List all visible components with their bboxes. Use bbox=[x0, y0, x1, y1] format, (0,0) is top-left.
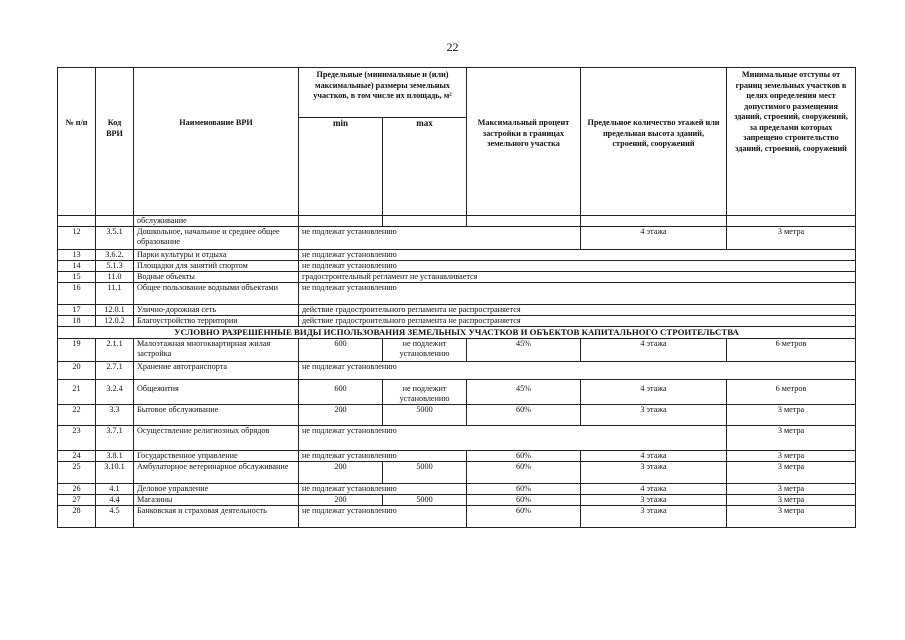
row-min: 200 bbox=[299, 462, 383, 484]
row-num: 20 bbox=[58, 362, 96, 380]
row-name: Магазины bbox=[134, 495, 299, 506]
row-num: 18 bbox=[58, 316, 96, 327]
row-min: 200 bbox=[299, 495, 383, 506]
row-note: не подлежат установлению bbox=[299, 426, 727, 451]
table-row bbox=[58, 339, 856, 362]
row-code: 2.1.1 bbox=[96, 339, 134, 362]
row-num: 12 bbox=[58, 227, 96, 250]
row-num: 23 bbox=[58, 426, 96, 451]
row-min: 600 bbox=[299, 380, 383, 405]
row-floors: 3 этажа bbox=[581, 405, 727, 426]
row-name: Общежития bbox=[134, 380, 299, 405]
row-name: Бытовое обслуживание bbox=[134, 405, 299, 426]
table-row bbox=[58, 451, 856, 462]
table-row bbox=[58, 462, 856, 484]
row-setback: 6 метров bbox=[727, 380, 856, 405]
row-name: Хранение автотранспорта bbox=[134, 362, 299, 380]
row-code: 3.3 bbox=[96, 405, 134, 426]
header-min: min bbox=[299, 118, 383, 216]
row-setback: 3 метра bbox=[727, 506, 856, 528]
table-row bbox=[58, 484, 856, 495]
row-num: 16 bbox=[58, 283, 96, 305]
row-code: 3.10.1 bbox=[96, 462, 134, 484]
regulations-table bbox=[57, 67, 856, 528]
row-floors: 4 этажа bbox=[581, 451, 727, 462]
row-floors: 3 этажа bbox=[581, 495, 727, 506]
row-percent: 60% bbox=[467, 495, 581, 506]
row-num: 24 bbox=[58, 451, 96, 462]
row-name: Благоустройство территории bbox=[134, 316, 299, 327]
table-row bbox=[58, 316, 856, 327]
row-percent: 60% bbox=[467, 405, 581, 426]
row-note: не подлежат установлению bbox=[299, 261, 856, 272]
row-name: Деловое управление bbox=[134, 484, 299, 495]
row-code: 3.6.2. bbox=[96, 250, 134, 261]
row-code: 12.0.2 bbox=[96, 316, 134, 327]
table-header bbox=[58, 68, 856, 216]
header-floors: Предельное количество этажей или предельная высота зданий, строений, сооружений bbox=[581, 68, 727, 216]
row-floors: 4 этажа bbox=[581, 484, 727, 495]
row-num: 27 bbox=[58, 495, 96, 506]
row-percent: 45% bbox=[467, 380, 581, 405]
row-setback: 3 метра bbox=[727, 227, 856, 250]
row-num: 22 bbox=[58, 405, 96, 426]
row-num: 15 bbox=[58, 272, 96, 283]
row-code: 12.0.1 bbox=[96, 305, 134, 316]
row-num: 19 bbox=[58, 339, 96, 362]
table-row bbox=[58, 250, 856, 261]
row-note: градостроительный регламент не устанавливается bbox=[299, 272, 856, 283]
row-percent: 60% bbox=[467, 506, 581, 528]
header-code: Код ВРИ bbox=[96, 68, 134, 216]
table-row bbox=[58, 283, 856, 305]
row-max: не подлежит установлению bbox=[383, 380, 467, 405]
table-row bbox=[58, 227, 856, 250]
row-min: 200 bbox=[299, 405, 383, 426]
row-note: действие градостроительного регламента не распространяется bbox=[299, 305, 856, 316]
row-num: 17 bbox=[58, 305, 96, 316]
section-title: УСЛОВНО РАЗРЕШЕННЫЕ ВИДЫ ИСПОЛЬЗОВАНИЯ ЗЕМЕЛЬНЫХ УЧАСТКОВ И ОБЪЕКТОВ КАПИТАЛЬНОГО СТРОИТЕЛЬСТВА bbox=[58, 327, 856, 339]
row-note: не подлежат установлению bbox=[299, 484, 467, 495]
table-row bbox=[58, 272, 856, 283]
row-floors: 4 этажа bbox=[581, 339, 727, 362]
row-setback: 3 метра bbox=[727, 495, 856, 506]
row-num: 21 bbox=[58, 380, 96, 405]
row-floors: 4 этажа bbox=[581, 227, 727, 250]
row-note: не подлежат установлению bbox=[299, 227, 581, 250]
row-note: не подлежат установлению bbox=[299, 283, 856, 305]
row-code: 3.7.1 bbox=[96, 426, 134, 451]
row-code: 3.5.1 bbox=[96, 227, 134, 250]
table-row bbox=[58, 305, 856, 316]
row-max: 5000 bbox=[383, 495, 467, 506]
row-note: действие градостроительного регламента не распространяется bbox=[299, 316, 856, 327]
row-name: Парки культуры и отдыха bbox=[134, 250, 299, 261]
row-setback: 3 метра bbox=[727, 426, 856, 451]
header-max-percent: Максимальный процент застройки в границах земельного участка bbox=[467, 68, 581, 216]
section-heading-row bbox=[58, 327, 856, 339]
row-code: 5.1.3 bbox=[96, 261, 134, 272]
row-note: не подлежат установлению bbox=[299, 506, 467, 528]
row-code: 11.1 bbox=[96, 283, 134, 305]
header-name: Наименование ВРИ bbox=[134, 68, 299, 216]
row-floors: 3 этажа bbox=[581, 462, 727, 484]
row-setback: 3 метра bbox=[727, 451, 856, 462]
row-max: не подлежит установлению bbox=[383, 339, 467, 362]
table-row bbox=[58, 380, 856, 405]
row-name: Улично-дорожная сеть bbox=[134, 305, 299, 316]
row-name: обслуживание bbox=[134, 216, 299, 227]
row-code: 3.8.1 bbox=[96, 451, 134, 462]
table-row bbox=[58, 261, 856, 272]
header-num: № п/п bbox=[58, 68, 96, 216]
header-max: max bbox=[383, 118, 467, 216]
row-num: 26 bbox=[58, 484, 96, 495]
row-num: 28 bbox=[58, 506, 96, 528]
row-note: не подлежат установлению bbox=[299, 451, 467, 462]
row-floors: 3 этажа bbox=[581, 506, 727, 528]
row-note: не подлежат установлению bbox=[299, 250, 856, 261]
page-number: 22 bbox=[446, 40, 459, 54]
header-setbacks: Минимальные отступы от границ земельных участков в целях определения мест допустимого размещения зданий, строений, сооружений, за пределами которых запрещено строительство зданий, строений, сооружений bbox=[727, 68, 856, 216]
row-name: Осуществление религиозных обрядов bbox=[134, 426, 299, 451]
row-code: 4.5 bbox=[96, 506, 134, 528]
row-setback: 3 метра bbox=[727, 462, 856, 484]
row-setback: 3 метра bbox=[727, 405, 856, 426]
row-code: 3.2.4 bbox=[96, 380, 134, 405]
row-name: Водные объекты bbox=[134, 272, 299, 283]
row-num: 14 bbox=[58, 261, 96, 272]
row-max: 5000 bbox=[383, 462, 467, 484]
table-row bbox=[58, 426, 856, 451]
row-code: 4.1 bbox=[96, 484, 134, 495]
row-name: Площадки для занятий спортом bbox=[134, 261, 299, 272]
table-row bbox=[58, 405, 856, 426]
row-code: 4.4 bbox=[96, 495, 134, 506]
table-row bbox=[58, 362, 856, 380]
row-name: Общее пользование водными объектами bbox=[134, 283, 299, 305]
row-setback: 3 метра bbox=[727, 484, 856, 495]
row-num: 13 bbox=[58, 250, 96, 261]
row-setback: 6 метров bbox=[727, 339, 856, 362]
row-num: 25 bbox=[58, 462, 96, 484]
row-name: Дошкольное, начальное и среднее общее образование bbox=[134, 227, 299, 250]
row-percent: 60% bbox=[467, 484, 581, 495]
row-max: 5000 bbox=[383, 405, 467, 426]
table-row bbox=[58, 495, 856, 506]
row-code: 11.0 bbox=[96, 272, 134, 283]
row-name: Амбулаторное ветеринарное обслуживание bbox=[134, 462, 299, 484]
header-size-limits: Предельные (минимальные и (или) максимальные) размеры земельных участков, в том числе их площадь, м² bbox=[299, 68, 467, 118]
table-row bbox=[58, 216, 856, 227]
table-row bbox=[58, 506, 856, 528]
row-percent: 60% bbox=[467, 462, 581, 484]
row-name: Малоэтажная многоквартирная жилая застройка bbox=[134, 339, 299, 362]
row-percent: 60% bbox=[467, 451, 581, 462]
table-body bbox=[58, 216, 856, 528]
row-note: не подлежат установлению bbox=[299, 362, 856, 380]
row-floors: 4 этажа bbox=[581, 380, 727, 405]
row-percent: 45% bbox=[467, 339, 581, 362]
row-name: Государственное управление bbox=[134, 451, 299, 462]
row-name: Банковская и страховая деятельность bbox=[134, 506, 299, 528]
row-min: 600 bbox=[299, 339, 383, 362]
row-code: 2.7.1 bbox=[96, 362, 134, 380]
